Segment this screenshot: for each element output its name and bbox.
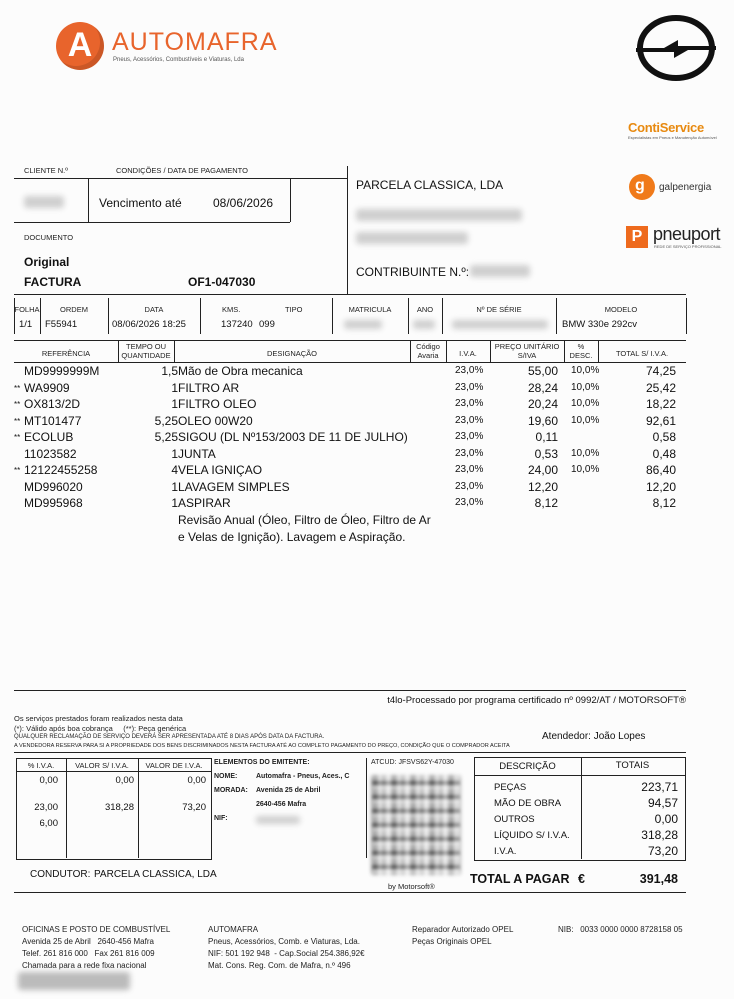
item-iva: 23,0%	[455, 414, 484, 426]
ordem-label: ORDEM	[60, 305, 88, 314]
data-label: DATA	[144, 305, 164, 314]
totals-value: 73,20	[647, 844, 678, 858]
item-iva: 23,0%	[455, 447, 484, 459]
item-total: 18,22	[645, 397, 676, 411]
totals-value: 223,71	[641, 780, 678, 794]
doc-number: OF1-047030	[188, 275, 256, 289]
footer-c3-l2: Peças Originais OPEL	[412, 937, 492, 946]
item-price: 24,00	[527, 463, 558, 477]
contiservice-logo	[628, 120, 720, 140]
item-ref: MT101477	[24, 413, 82, 428]
item-price: 20,24	[527, 397, 558, 411]
item-qty: 4	[171, 463, 178, 477]
col-tempo-1: TEMPO OU	[125, 342, 166, 351]
item-mark: **	[14, 383, 21, 393]
atendedor: Atendedor: João Lopes	[542, 731, 646, 742]
modelo-value: BMW 330e 292cv	[562, 319, 637, 330]
item-qty: 1	[171, 397, 178, 411]
table-row	[14, 496, 686, 512]
item-total: 25,42	[645, 380, 676, 395]
item-desc: FILTRO OLEO	[178, 397, 257, 411]
item-ref: 12122455258	[24, 463, 98, 477]
pneuport-icon: P	[626, 226, 648, 248]
item-price: 0,53	[534, 446, 558, 461]
vat-cell: 0,00	[115, 775, 134, 786]
table-row	[14, 480, 686, 496]
item-disc: 10,0%	[571, 398, 600, 409]
item-price: 19,60	[527, 413, 558, 428]
morada-line-1: Avenida 25 de Abril	[256, 787, 321, 794]
col-iva: I.V.A.	[459, 349, 477, 358]
documento-label: DOCUMENTO	[24, 233, 74, 242]
col-desc-2: DESC.	[569, 351, 593, 360]
certification-text: t4lo-Processado por programa certificado nº 0992/AT / MOTORSOFT®	[387, 695, 686, 706]
table-row	[14, 463, 686, 479]
item-mark: **	[14, 416, 21, 426]
footer-c3-l1: Reparador Autorizado OPEL	[412, 925, 514, 934]
footer-c1-l2: Avenida 25 de Abril 2640-456 Mafra	[22, 937, 154, 946]
footer-c1-l3: Telef. 261 816 000 Fax 261 816 009	[22, 949, 155, 958]
logo-letter: A	[67, 26, 93, 64]
folha-label: FOLHA	[14, 305, 40, 314]
customer-name: PARCELA CLASSICA, LDA	[356, 178, 504, 192]
item-iva: 23,0%	[455, 398, 484, 409]
totals-value: 318,28	[641, 828, 678, 842]
serie-redacted	[452, 320, 548, 329]
col-tempo-2: QUANTIDADE	[121, 351, 171, 360]
modelo-label: MODELO	[604, 305, 638, 314]
table-row	[14, 397, 686, 413]
vat-cell: 0,00	[187, 775, 206, 786]
cliente-label: CLIENTE N.º	[24, 166, 68, 175]
item-iva: 23,0%	[455, 431, 484, 442]
item-desc: SIGOU (DL Nº153/2003 DE 11 DE JULHO)	[178, 430, 408, 444]
item-disc: 10,0%	[571, 414, 600, 426]
item-iva: 23,0%	[455, 365, 484, 376]
notes-line-2: e Velas de Ignição). Lavagem e Aspiração.	[178, 530, 406, 544]
item-ref: MD995968	[24, 496, 83, 510]
item-total: 8,12	[652, 496, 676, 510]
item-ref: MD9999999M	[24, 364, 100, 378]
item-desc: FILTRO AR	[178, 380, 240, 395]
total-pagar-label: TOTAL A PAGAR	[470, 872, 570, 886]
col-designacao: DESIGNAÇÃO	[266, 349, 317, 358]
legal-line-3: QUALQUER RECLAMAÇÃO DE SERVIÇO DEVERÁ SER APRESENTADA ATÉ 8 DIAS APÓS DATA DA FACTURA.	[14, 734, 325, 740]
item-qty: 1	[171, 479, 178, 494]
item-desc: LAVAGEM SIMPLES	[178, 479, 290, 494]
watermark-redacted	[18, 972, 130, 990]
totals-value: 94,57	[647, 796, 678, 810]
contribuinte-redacted	[470, 265, 530, 277]
ano-redacted	[413, 320, 435, 329]
item-price: 12,20	[527, 479, 558, 494]
data-value: 08/06/2026 18:25	[112, 319, 186, 330]
totals-label: I.V.A.	[494, 846, 517, 857]
kms-label: KMS.	[222, 305, 241, 314]
col-desc-1: %	[577, 342, 585, 351]
item-mark: **	[14, 400, 21, 409]
doc-type: FACTURA	[24, 275, 82, 289]
item-total: 86,40	[645, 463, 676, 477]
item-ref: WA9909	[24, 380, 70, 395]
item-disc: 10,0%	[571, 381, 600, 393]
item-iva: 23,0%	[455, 381, 484, 393]
matricula-label: MATRICULA	[348, 305, 392, 314]
condicoes-label: CONDIÇÕES / DATA DE PAGAMENTO	[116, 166, 248, 175]
pneuport-tagline: REDE DE SERVIÇO PROFISSIONAL	[654, 244, 722, 249]
vat-header-value: VALOR DE I.V.A.	[145, 761, 203, 770]
tipo-label: TIPO	[285, 305, 303, 314]
logo-tagline: Pneus, Acessórios, Combustíveis e Viaturas, Lda	[113, 57, 244, 63]
morada-label: MORADA:	[214, 787, 248, 794]
total-pagar-value: 391,48	[639, 872, 678, 886]
doc-original: Original	[24, 255, 70, 269]
footer-c1-l4: Chamada para a rede fixa nacional	[22, 961, 147, 970]
footer-c2-l3: NIF: 501 192 948 - Cap.Social 254.386,92€	[208, 949, 365, 958]
item-ref: OX813/2D	[24, 397, 81, 411]
item-iva: 23,0%	[455, 480, 484, 492]
vat-cell: 0,00	[39, 775, 58, 786]
motorsoft-by: by Motorsoft®	[388, 882, 435, 891]
table-row	[14, 364, 686, 380]
morada-line-2: 2640-456 Mafra	[256, 801, 307, 808]
vat-header-pct: % I.V.A.	[27, 761, 55, 770]
totals-desc-header: DESCRIÇÃO	[499, 761, 556, 772]
item-mark: **	[14, 433, 21, 442]
col-total: TOTAL S/ I.V.A.	[615, 349, 669, 358]
totals-label: LÍQUIDO S/ I.V.A.	[494, 830, 570, 841]
pneuport-logo	[626, 224, 724, 252]
item-total: 12,20	[645, 479, 676, 494]
contribuinte-label: CONTRIBUINTE N.º:	[356, 265, 470, 279]
col-codigo-1: Código	[416, 342, 440, 351]
legal-line-2: (*): Válido após boa cobrança (**): Peça genérica	[14, 724, 187, 733]
vat-header-base: VALOR S/ I.V.A.	[75, 761, 129, 770]
galp-name: galpenergia	[659, 182, 712, 193]
totals-tot-header: TOTAIS	[615, 760, 650, 771]
item-iva: 23,0%	[455, 464, 484, 475]
serie-label: Nº DE SÉRIE	[476, 305, 522, 314]
totals-label: PEÇAS	[494, 782, 527, 793]
item-qty: 1	[171, 446, 178, 461]
total-currency: €	[578, 872, 585, 886]
automafra-logo	[56, 22, 278, 72]
customer-address-redacted-2	[356, 232, 468, 244]
item-price: 8,12	[534, 496, 558, 510]
item-qty: 1	[171, 380, 178, 395]
customer-address-redacted	[356, 209, 522, 221]
conti-tagline: Especialistas em Pneus e Manutenção Automóvel	[628, 135, 717, 140]
footer-nib: NIB: 0033 0000 0000 8728158 05	[558, 925, 683, 934]
totals-value: 0,00	[654, 812, 678, 826]
nif-redacted	[256, 816, 300, 824]
item-qty: 5,25	[154, 413, 178, 428]
item-qty: 1	[171, 496, 178, 510]
galp-logo: g galpenergia	[629, 174, 721, 202]
item-ref: ECOLUB	[24, 430, 74, 444]
item-disc: 10,0%	[571, 447, 600, 459]
table-row	[14, 381, 686, 397]
vencimento-label: Vencimento até	[99, 196, 182, 210]
item-total: 92,61	[645, 413, 676, 428]
logo-name-mafra: MAFRA	[185, 28, 278, 56]
item-total: 74,25	[645, 364, 676, 378]
cliente-number-redacted	[24, 196, 64, 208]
item-disc: 10,0%	[571, 464, 600, 475]
table-row	[14, 447, 686, 463]
item-ref: 11023582	[24, 446, 77, 461]
item-desc: ASPIRAR	[178, 496, 231, 510]
footer-c2-l2: Pneus, Acessórios, Comb. e Viaturas, Lda.	[208, 937, 360, 946]
conti-name: ContiService	[628, 120, 704, 135]
item-iva: 23,0%	[455, 497, 484, 508]
table-row	[14, 430, 686, 446]
emitente-title: ELEMENTOS DO EMITENTE:	[214, 759, 310, 766]
pneuport-name: pneuport	[653, 224, 721, 244]
notes-line-1: Revisão Anual (Óleo, Filtro de Óleo, Filtro de Ar	[178, 513, 431, 527]
col-codigo-2: Avaria	[417, 351, 439, 360]
footer-c1-l1: OFICINAS E POSTO DE COMBUSTÍVEL	[22, 925, 171, 934]
vat-cell: 73,20	[182, 802, 206, 813]
opel-logo-icon	[634, 14, 718, 82]
item-qty: 5,25	[154, 430, 178, 444]
legal-line-4: A VENDEDORA RESERVA PARA SI A PROPRIEDADE DOS BENS DISCRIMINADOS NESTA FACTURA ATÉ AO COMPLETO PAGAMENTO DO PREÇO, CONDIÇÃO QUE O COMPRADOR ACEITA	[14, 743, 510, 749]
vat-cell: 318,28	[104, 802, 134, 813]
item-total: 0,48	[652, 446, 676, 461]
condutor-label: CONDUTOR:	[30, 869, 91, 880]
table-row	[14, 414, 686, 430]
legal-line-1: Os serviços prestados foram realizados nesta data	[14, 714, 183, 723]
item-mark: **	[14, 466, 21, 475]
footer-c2-l1: AUTOMAFRA	[208, 925, 259, 934]
totals-label: OUTROS	[494, 814, 535, 825]
condutor-value: PARCELA CLASSICA, LDA	[94, 869, 217, 880]
item-ref: MD996020	[24, 479, 83, 494]
vencimento-date: 08/06/2026	[213, 196, 274, 210]
item-price: 0,11	[535, 430, 558, 444]
item-qty: 1,5	[161, 364, 178, 378]
item-desc: Mão de Obra mecanica	[178, 364, 303, 378]
nif-label: NIF:	[214, 815, 228, 822]
item-price: 28,24	[527, 380, 558, 395]
atcud: ATCUD: JFSVS62Y-47030	[371, 759, 454, 766]
ordem-value: F55941	[45, 319, 78, 330]
footer-c2-l4: Mat. Cons. Reg. Com. de Mafra, n.º 496	[208, 961, 351, 970]
item-disc: 10,0%	[571, 365, 600, 376]
folha-value: 1/1	[19, 319, 33, 330]
item-price: 55,00	[527, 364, 558, 378]
col-preco-1: PREÇO UNITÁRIO	[494, 342, 560, 351]
totals-label: MÃO DE OBRA	[494, 798, 562, 809]
vat-cell: 23,00	[34, 802, 58, 813]
nome-label: NOME:	[214, 773, 238, 780]
col-referencia: REFERÊNCIA	[41, 349, 91, 358]
col-preco-2: S/IVA	[517, 351, 537, 360]
item-desc: JUNTA	[178, 446, 216, 461]
item-desc: VELA IGNIÇAO	[178, 463, 263, 477]
kms-value: 137240	[221, 319, 253, 330]
ano-label: ANO	[416, 305, 434, 314]
vat-cell: 6,00	[39, 818, 58, 829]
matricula-redacted	[344, 320, 382, 329]
nome-value: Automafra - Pneus, Aces., C	[256, 773, 350, 780]
logo-name-auto: AUTO	[112, 28, 185, 56]
item-total: 0,58	[652, 430, 676, 444]
item-desc: OLEO 00W20	[178, 413, 253, 428]
tipo-value: 099	[259, 319, 275, 330]
